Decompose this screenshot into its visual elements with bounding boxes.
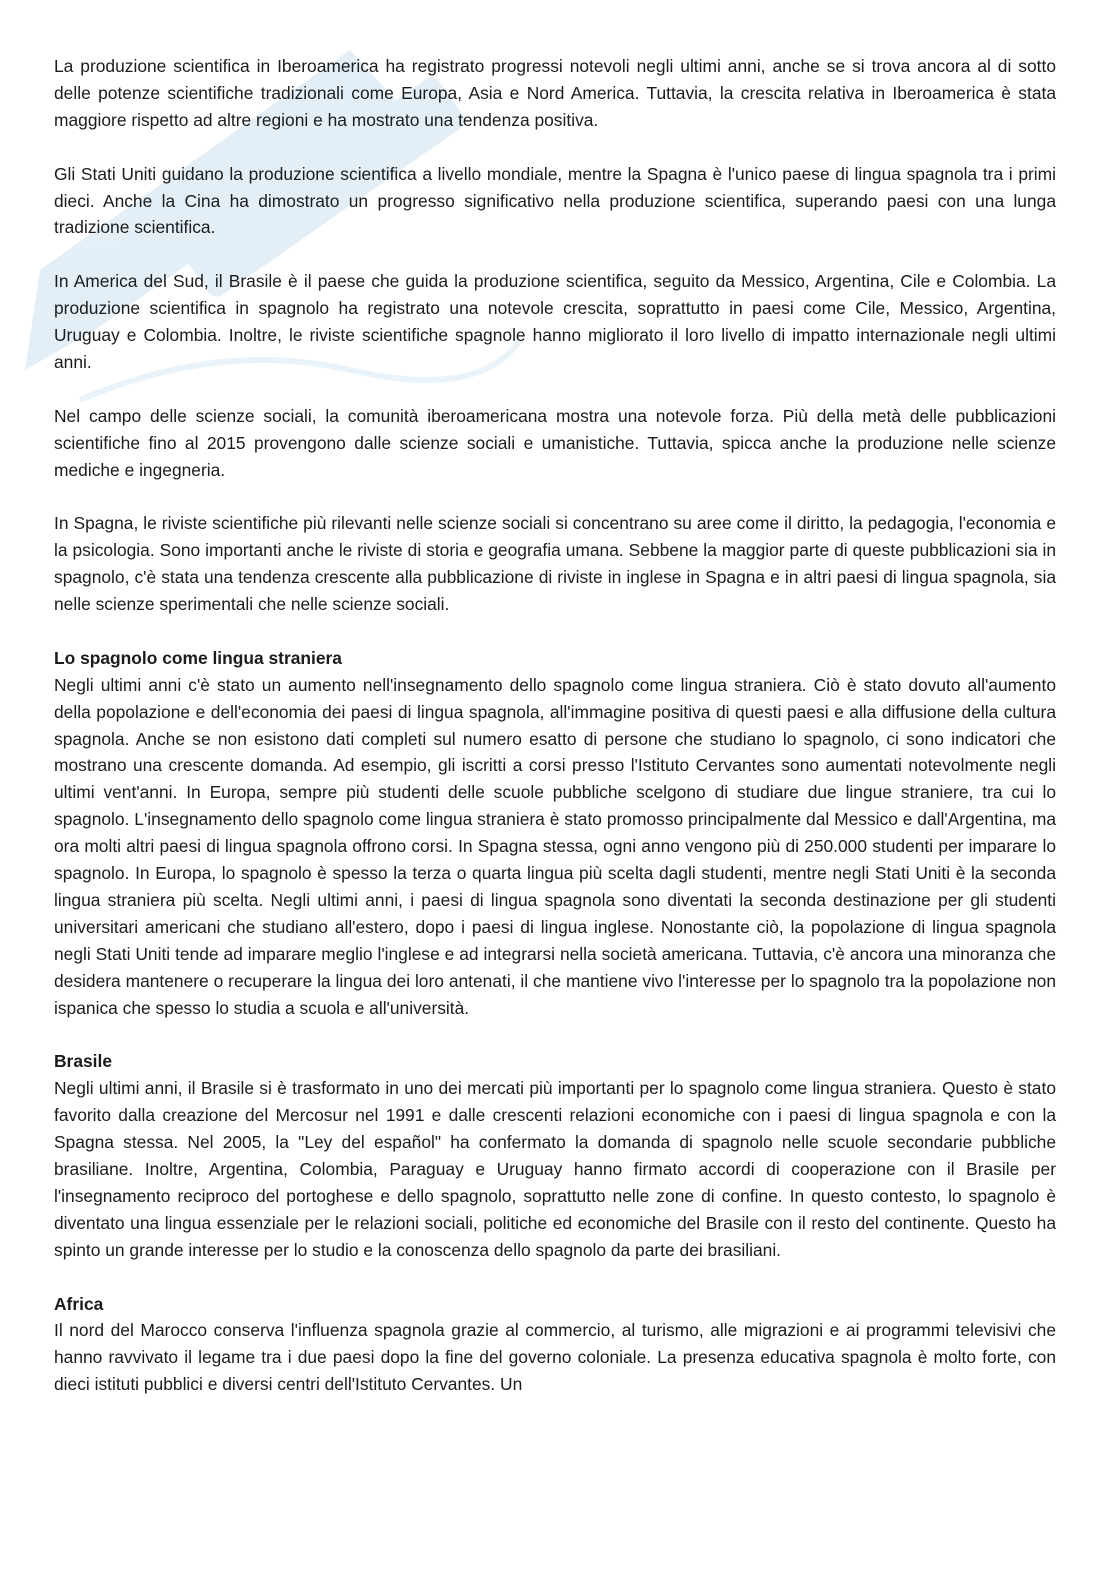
document-body — [54, 53, 1056, 1398]
paragraph-spagna-riviste: In Spagna, le riviste scientifiche più rilevanti nelle scienze sociali si concentrano su aree come il diritto, la pedagogia, l'economia e la psicologia. Sono importanti anche le riviste di storia e geografia umana. Sebbene la maggior parte di queste pubblicazioni sia in spagnolo, c'è stata una tendenza crescente alla pubblicazione di riviste in inglese in Spagna e in altri paesi di lingua spagnola, sia nelle scienze sperimentali che nelle scienze sociali. — [54, 513, 1056, 615]
section-text-lingua-straniera: Negli ultimi anni c'è stato un aumento nell'insegnamento dello spagnolo come lingua straniera. Ciò è stato dovuto all'aumento della popolazione e dell'economia dei paesi di lingua spagnola, all'immagine positiva di questi paesi e alla diffusione della cultura spagnola. Anche se non esistono dati completi sul numero esatto di persone che studiano lo spagnolo, ci sono indicatori che mostrano una crescente domanda. Ad esempio, gli iscritti a corsi presso l'Istituto Cervantes sono aumentati notevolmente negli ultimi vent'anni. In Europa, sempre più studenti delle scuole pubbliche scelgono di studiare due lingue straniere, tra cui lo spagnolo. L'insegnamento dello spagnolo come lingua straniera è stato promosso principalmente dal Messico e dall'Argentina, ma ora molti altri paesi di lingua spagnola offrono corsi. In Spagna stessa, ogni anno vengono più di 250.000 studenti per imparare lo spagnolo. In Europa, lo spagnolo è spesso la terza o quarta lingua più scelta dagli studenti, mentre negli Stati Uniti è la seconda lingua straniera più scelta. Negli ultimi anni, i paesi di lingua spagnola sono diventati la seconda destinazione per gli studenti universitari americani che studiano all'estero, dopo i paesi di lingua inglese. Nonostante ciò, la popolazione di lingua spagnola negli Stati Uniti tende ad imparare meglio l'inglese e ad integrarsi nella società americana. Tuttavia, c'è ancora una minoranza che desidera mantenere o recuperare la lingua dei loro antenati, il che mantiene vivo l'interesse per lo spagnolo tra la popolazione non ispanica che spesso lo studia a scuola e all'università. — [54, 674, 1056, 1018]
paragraph-iberoamerica: La produzione scientifica in Iberoamerica ha registrato progressi notevoli negli ultimi anni, anche se si trova ancora al di sotto delle potenze scientifiche tradizionali come Europa, Asia e Nord America. Tuttavia, la crescita relativa in Iberoamerica è stata maggiore rispetto ad altre regioni e ha mostrato una tendenza positiva. — [54, 56, 1056, 130]
paragraph-scienze-sociali: Nel campo delle scienze sociali, la comunità iberoamericana mostra una notevole forza. Più della metà delle pubblicazioni scientifiche fino al 2015 provengono dalle scienze sociali e umanistiche. Tuttavia, spicca anche la produzione nelle scienze mediche e ingegneria. — [54, 405, 1056, 480]
paragraph-america-del-sud: In America del Sud, il Brasile è il paese che guida la produzione scientifica, seguito da Messico, Argentina, Cile e Colombia. La produzione scientifica in spagnolo ha registrato una notevole crescita, soprattutto in paesi come Cile, Messico, Argentina, Uruguay e Colombia. Inoltre, le riviste scientifiche spagnole hanno migliorato il loro livello di impatto internazionale negli ultimi anni. — [54, 271, 1056, 372]
section-heading-brasile: Brasile — [54, 1051, 113, 1072]
paragraph-stati-uniti: Gli Stati Uniti guidano la produzione scientifica a livello mondiale, mentre la Spagna è l'unico paese di lingua spagnola tra i primi dieci. Anche la Cina ha dimostrato un progresso significativo nella produzione scientifica, superando paesi con una lunga tradizione scientifica. — [54, 163, 1056, 238]
section-heading-lingua-straniera: Lo spagnolo come lingua straniera — [54, 647, 342, 668]
section-text-brasile: Negli ultimi anni, il Brasile si è trasformato in uno dei mercati più importanti per lo spagnolo come lingua straniera. Questo è stato favorito dalla creazione del Mercosur nel 1991 e dalle crescenti relazioni economiche con i paesi di lingua spagnola e con la Spagna stessa. Nel 2005, la "Ley del español" ha confermato la domanda di spagnolo nelle scuole secondarie pubbliche brasiliane. Inoltre, Argentina, Colombia, Paraguay e Uruguay hanno firmato accordi di cooperazione con il Brasile per l'insegnamento reciproco del portoghese e dello spagnolo, soprattutto nelle zone di confine. In questo contesto, lo spagnolo è diventato una lingua essenziale per le relazioni sociali, politiche ed economiche del Brasile con il resto del continente. Questo ha spinto un grande interesse per lo studio e la conoscenza dello spagnolo da parte dei brasiliani. — [54, 1078, 1056, 1260]
section-heading-africa: Africa — [54, 1293, 104, 1314]
section-text-africa: Il nord del Marocco conserva l'influenza spagnola grazie al commercio, al turismo, alle migrazioni e ai programmi televisivi che hanno ravvivato il legame tra i due paesi dopo la fine del governo coloniale. La presenza educativa spagnola è molto forte, con dieci istituti pubblici e diversi centri dell'Istituto Cervantes. Un — [54, 1320, 1056, 1395]
